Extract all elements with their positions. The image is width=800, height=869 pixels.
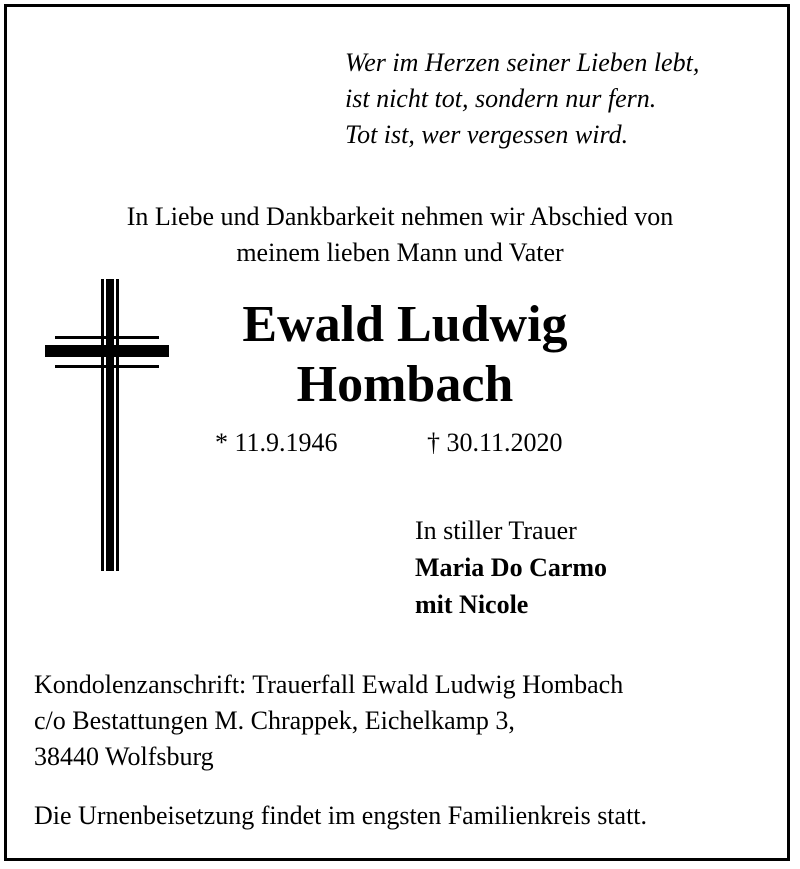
deceased-name bbox=[7, 295, 793, 415]
memorial-poem bbox=[345, 45, 699, 153]
condolence-address bbox=[34, 667, 623, 775]
name-line-last: Hombach bbox=[296, 356, 514, 413]
address-line: Kondolenzanschrift: Trauerfall Ewald Ludwig Hombach bbox=[34, 670, 624, 699]
burial-note: Die Urnenbeisetzung findet im engsten Familienkreis statt. bbox=[34, 801, 648, 830]
obituary-notice bbox=[4, 4, 790, 861]
mourners-intro: In stiller Trauer bbox=[415, 516, 577, 545]
poem-line: Wer im Herzen seiner Lieben lebt, bbox=[345, 48, 700, 77]
mourner-name: Maria Do Carmo bbox=[415, 553, 608, 582]
address-line: c/o Bestattungen M. Chrappek, Eichelkamp 3, bbox=[34, 706, 515, 735]
intro-line: In Liebe und Dankbarkeit nehmen wir Abschied von bbox=[126, 202, 674, 231]
farewell-intro bbox=[7, 199, 793, 271]
name-line-first: Ewald Ludwig bbox=[242, 296, 568, 353]
birth-date: * 11.9.1946 bbox=[215, 428, 338, 457]
poem-line: ist nicht tot, sondern nur fern. bbox=[345, 84, 657, 113]
poem-line: Tot ist, wer vergessen wird. bbox=[345, 120, 629, 149]
address-line: 38440 Wolfsburg bbox=[34, 742, 214, 771]
mourner-name: mit Nicole bbox=[415, 590, 529, 619]
mourners-block bbox=[415, 512, 607, 623]
intro-line: meinem lieben Mann und Vater bbox=[236, 238, 564, 267]
death-date: † 30.11.2020 bbox=[427, 428, 563, 457]
